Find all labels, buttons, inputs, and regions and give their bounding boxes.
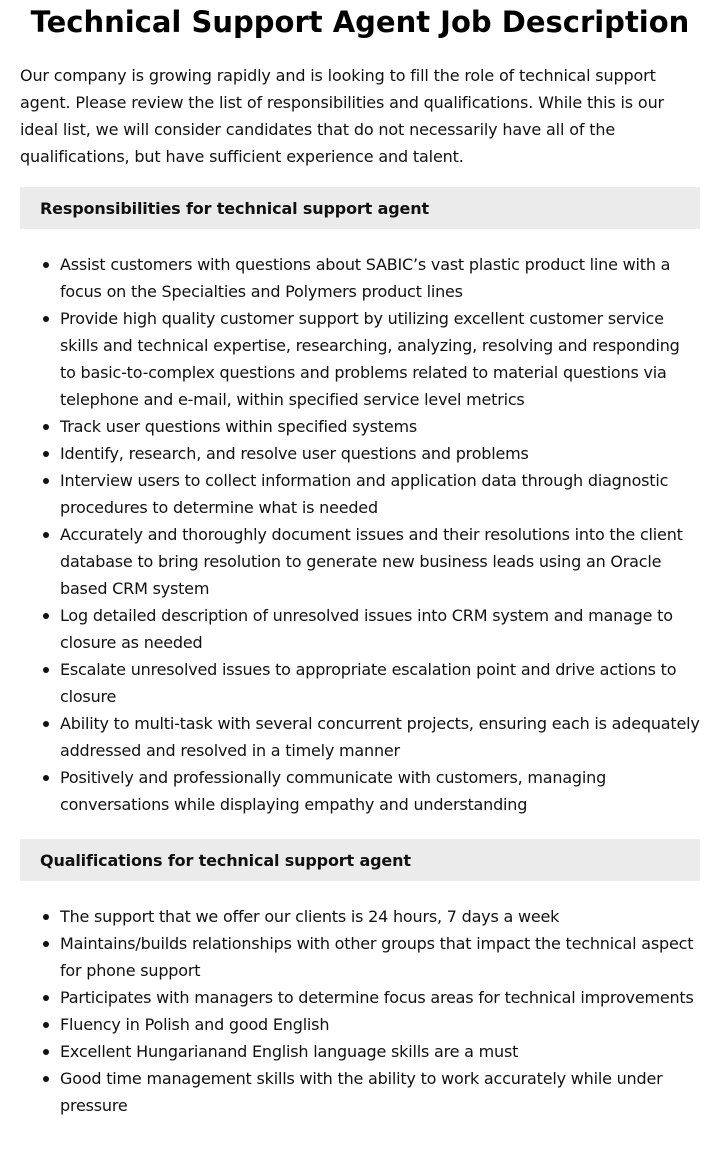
intro-paragraph: Our company is growing rapidly and is looking to fill the role of technical support agent. Please review the list of responsibilities and qualifications. While this is our ideal list, we will consider candidates that do not necessarily have all of the qualifications, but have sufficient experience and talent.: [20, 66, 664, 166]
qualifications-list: [20, 903, 700, 1119]
responsibility-item: Track user questions within specified systems: [60, 413, 700, 440]
responsibility-item: Positively and professionally communicate with customers, managing conversations while displaying empathy and understanding: [60, 764, 700, 818]
responsibility-item: Interview users to collect information and application data through diagnostic procedures to determine what is needed: [60, 467, 700, 521]
qualification-item: Participates with managers to determine focus areas for technical improvements: [60, 984, 700, 1011]
responsibilities-heading: Responsibilities for technical support agent: [20, 187, 700, 229]
responsibility-item: Ability to multi-task with several concurrent projects, ensuring each is adequately addressed and resolved in a timely manner: [60, 710, 700, 764]
responsibility-item: Accurately and thoroughly document issues and their resolutions into the client database to bring resolution to generate new business leads using an Oracle based CRM system: [60, 521, 700, 602]
qualification-item: Excellent Hungarianand English language skills are a must: [60, 1038, 700, 1065]
responsibility-item: Identify, research, and resolve user questions and problems: [60, 440, 700, 467]
responsibility-item: Provide high quality customer support by utilizing excellent customer service skills and technical expertise, researching, analyzing, resolving and responding to basic-to-complex questions and problems related to material questions via telephone and e-mail, within specified service level metrics: [60, 305, 700, 413]
responsibilities-list: [20, 251, 700, 818]
page-title: Technical Support Agent Job Description: [30, 5, 690, 39]
qualification-item: Maintains/builds relationships with other groups that impact the technical aspect for phone support: [60, 930, 700, 984]
qualifications-heading: Qualifications for technical support agent: [20, 839, 700, 881]
responsibility-item: Assist customers with questions about SABIC’s vast plastic product line with a focus on the Specialties and Polymers product lines: [60, 251, 700, 305]
qualification-item: Fluency in Polish and good English: [60, 1011, 700, 1038]
responsibility-item: Escalate unresolved issues to appropriate escalation point and drive actions to closure: [60, 656, 700, 710]
responsibility-item: Log detailed description of unresolved issues into CRM system and manage to closure as needed: [60, 602, 700, 656]
qualification-item: Good time management skills with the ability to work accurately while under pressure: [60, 1065, 700, 1119]
qualification-item: The support that we offer our clients is 24 hours, 7 days a week: [60, 903, 700, 930]
